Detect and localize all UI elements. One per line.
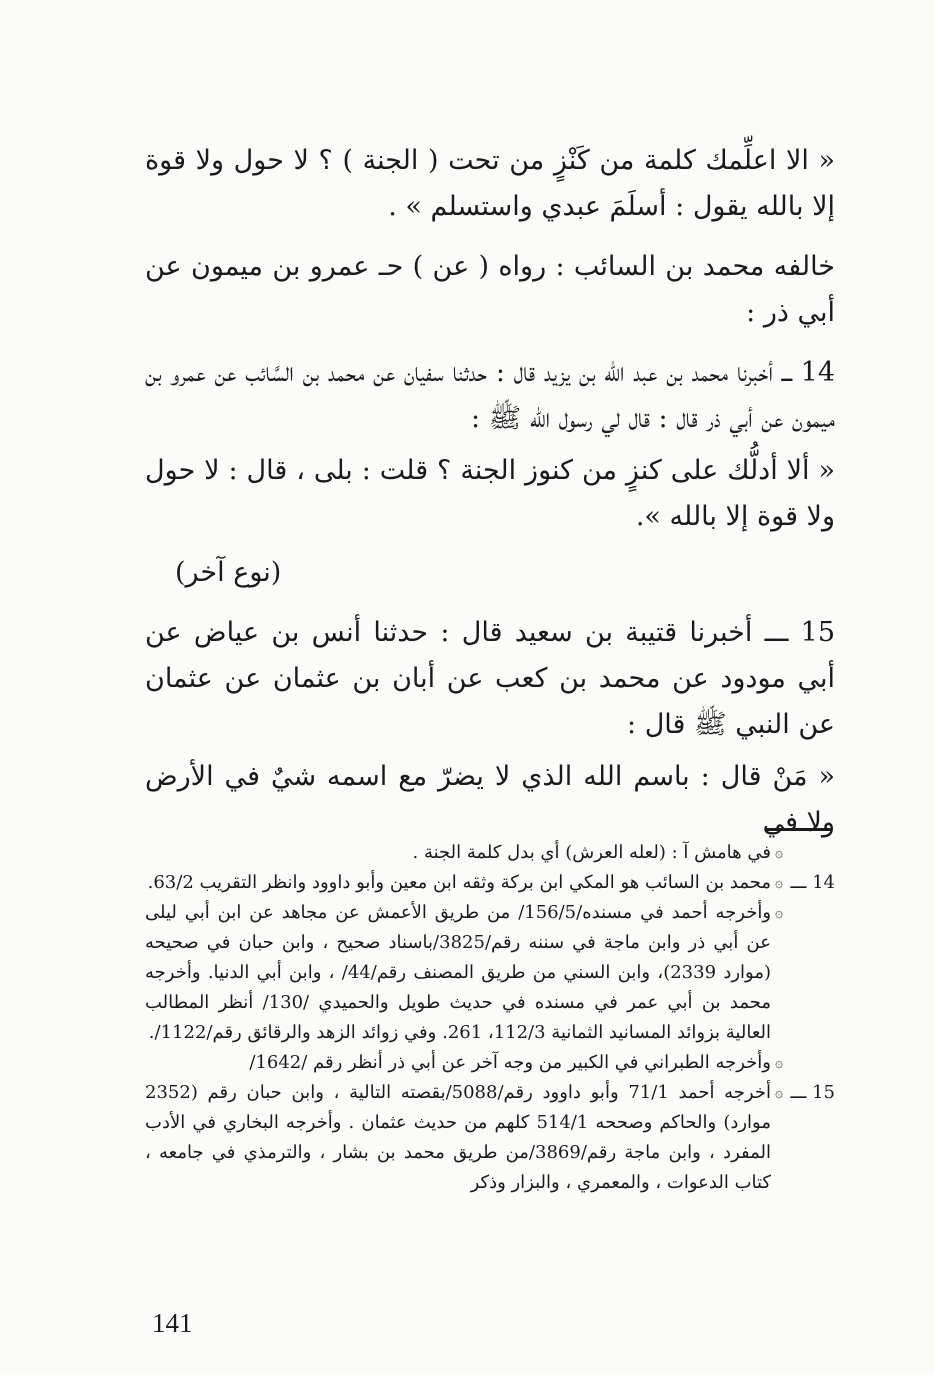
paragraph-khalafahu: خالفه محمد بن السائب : رواه ( عن ) حـ عمرو بن ميمون عن أبي ذر : (145, 251, 835, 328)
footnote-row (145, 1078, 835, 1198)
paragraph-hadith-15: 15 ـــ أخبرنا قتيبة بن سعيد قال : حدثنا أنس بن عياض عن أبي مودود عن محمد بن كعب عن أبان بن عثمان عن عثمان عن النبي ﷺ قال : (145, 617, 835, 740)
footnote-text: محمد بن السائب هو المكي ابن بركة وثقه ابن معين وأبو داوود وانظر التقريب 63/2. (147, 872, 771, 893)
footnote-marker: ۞ (774, 845, 784, 861)
footnote-row (145, 898, 835, 1048)
footnote-row (145, 838, 835, 868)
footnote-number: 15 ـــ (790, 1082, 835, 1103)
paragraph-hadith-15-quote: « مَنْ قال : باسم الله الذي لا يضرّ مع اسمه شيٌ في الأرض ولا في (145, 761, 835, 838)
footnote-row (145, 1048, 835, 1078)
footnote-row (145, 868, 835, 898)
footnote-number: 14 ـــ (790, 872, 835, 893)
footnote-marker: ۞ (774, 875, 784, 891)
main-text-block (145, 138, 835, 846)
footnote-text: في هامش آ : (لعله العرش) أي بدل كلمة الجنة . (412, 842, 771, 863)
section-heading: (نوع آخر) (175, 557, 282, 588)
footnotes-block (145, 838, 835, 1198)
paragraph-hadith-14-quote: « ألا أدلُّك على كنزٍ من كنوز الجنة ؟ قلت : بلى ، قال : لا حول ولا قوة إلا بالله ». (145, 455, 835, 532)
footnote-text: وأخرجه أحمد في مسنده/156/5/ من طريق الأعمش عن مجاهد عن ابن أبي ليلى عن أبي ذر وابن ماجة في سننه رقم/3825/باسناد صحيح ، وابن حبان في صحيحه (موارد 2339)، وابن السني من طريق المصنف رقم/44/ ، وابن أبي الدنيا. وأخرجه محمد بن أبي عمر في مسنده في حديث طويل والحميدي /130/ أنظر المطالب العالية بزوائد المسانيد الثمانية 112/3، 261. وفي زوائد الزهد والرقائق رقم/1122/. (145, 902, 772, 1043)
page-number: 141 (152, 1308, 193, 1338)
footnote-marker: ۞ (774, 905, 784, 921)
paragraph-hadith-14: 14 ـــ أخبرنا محمد بن عبد الله بن يزيد قال : حدثنا سفيان عن محمد بن السَّائب عن عمرو بن ميمون عن أبي ذر قال : قال لي رسول الله ﷺ : (145, 357, 835, 434)
paragraph-hadith-quote: « الا اعلِّمك كلمة من كَنْزٍ من تحت ( الجنة ) ؟ لا حول ولا قوة إلا بالله يقول : أسلَمَ عبدي واستسلم » . (145, 145, 835, 222)
footnote-marker: ۞ (774, 1055, 784, 1071)
footnote-separator (765, 828, 830, 831)
footnote-text: وأخرجه الطبراني في الكبير من وجه آخر عن أبي ذر أنظر رقم /1642/ (249, 1052, 771, 1073)
footnote-marker: ۞ (774, 1085, 784, 1101)
footnote-text: أخرجه أحمد 71/1 وأبو داوود رقم/5088/بقصته التالية ، وابن حبان رقم (2352 موارد) والحاكم وصححه 514/1 كلهم من حديث عثمان . وأخرجه البخاري في الأدب المفرد ، وابن ماجة رقم/3869/من طريق محمد بن بشار ، والترمذي في جامعه ، كتاب الدعوات ، والمعمري ، والبزار وذكر (145, 1082, 771, 1193)
